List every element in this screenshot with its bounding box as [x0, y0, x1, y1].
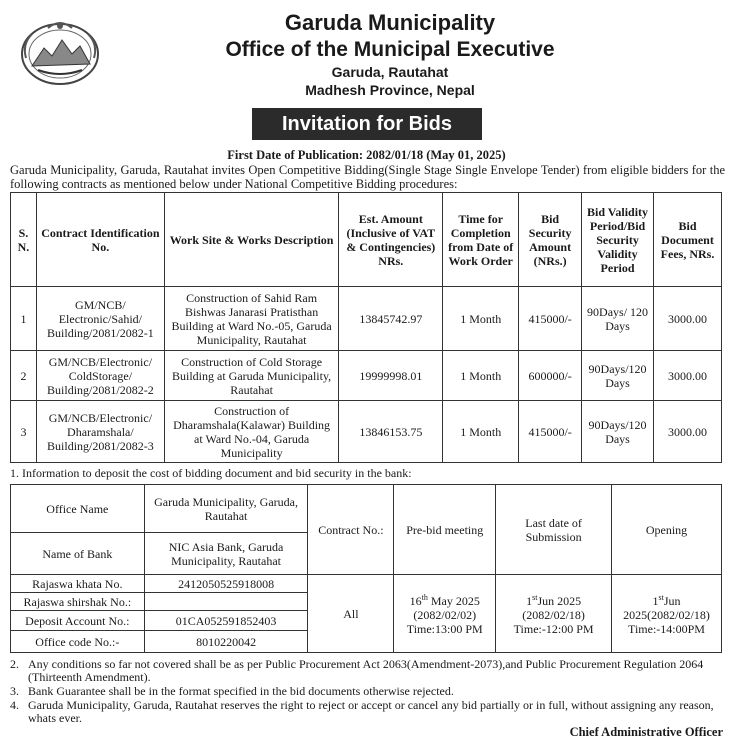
signature: Chief Administrative Officer	[569, 725, 723, 739]
table-cell: 1	[11, 287, 37, 351]
opening-day-suffix: st	[658, 593, 664, 602]
invitation-banner: Invitation for Bids	[252, 108, 482, 140]
opening-nepali-date: 2025(2082/02/18)	[623, 608, 710, 622]
note-text: Garuda Municipality, Garuda, Rautahat reserves the right to reject or accept or cancel any bid partially or in full, without assigning any reason, whats ever.	[28, 698, 714, 725]
contracts-table	[10, 192, 722, 463]
contract-no-header: Contract No.:	[308, 485, 394, 575]
municipality-title: Garuda Municipality	[284, 10, 496, 35]
table-cell: 90Days/ 120 Days	[582, 287, 654, 351]
note-number: 2.	[10, 657, 19, 671]
table-cell: 3000.00	[654, 287, 722, 351]
submission-header: Last date of Submission	[496, 485, 612, 575]
table-cell: GM/NCB/Electronic/ ColdStorage/ Building/2081/2082-2	[36, 351, 164, 401]
opening-time: Time:-14:00PM	[628, 622, 705, 636]
note-text: Any conditions so far not covered shall be as per Public Procurement Act 2063(Amendment-2073),and Public Procurement Regulation 2064 (Thirteenth Amendment).	[28, 657, 704, 684]
table-cell: 415000/-	[519, 287, 582, 351]
khata-label: Rajaswa khata No.	[11, 575, 145, 593]
table-cell: 13846153.75	[339, 401, 443, 463]
table-cell: 600000/-	[519, 351, 582, 401]
notes-list	[10, 658, 725, 726]
table-cell: 13845742.97	[339, 287, 443, 351]
table-cell: 1 Month	[443, 351, 519, 401]
opening-month: Jun	[663, 594, 681, 608]
table-cell: 90Days/120 Days	[582, 401, 654, 463]
list-item	[10, 685, 725, 698]
opening-header: Opening	[612, 485, 722, 575]
bank-name-label: Name of Bank	[11, 533, 145, 575]
province-line: Madhesh Province, Nepal	[305, 82, 475, 98]
contract-no-value: All	[308, 575, 394, 653]
header-cell: Est. Amount (Inclusive of VAT & Contingencies) NRs.	[339, 193, 443, 287]
list-item	[10, 699, 725, 725]
prebid-header: Pre-bid meeting	[394, 485, 496, 575]
note-number: 4.	[10, 698, 19, 712]
note-number: 3.	[10, 684, 19, 698]
table-cell: 90Days/120 Days	[582, 351, 654, 401]
intro-paragraph: Garuda Municipality, Garuda, Rautahat invites Open Competitive Bidding(Single Stage Single Envelope Tender) from eligible bidders for the following contracts as mentioned below under National Competitive Bidding procedures:	[10, 163, 725, 191]
prebid-value	[394, 575, 496, 653]
table-cell: 3000.00	[654, 351, 722, 401]
submission-day-suffix: st	[532, 593, 538, 602]
shirshak-label: Rajaswa shirshak No.:	[11, 593, 145, 611]
header-cell: Work Site & Works Description	[164, 193, 339, 287]
shirshak-value	[144, 593, 308, 611]
office-name-value: Garuda Municipality, Garuda, Rautahat	[144, 485, 308, 533]
submission-month: Jun 2025	[537, 594, 582, 608]
table-cell: 3	[11, 401, 37, 463]
khata-value: 2412050525918008	[144, 575, 308, 593]
opening-value	[612, 575, 722, 653]
header-cell: Bid Security Amount (NRs.)	[519, 193, 582, 287]
prebid-nepali-date: (2082/02/02)	[413, 608, 477, 622]
table-row	[11, 351, 722, 401]
submission-day: 1	[526, 594, 533, 608]
table-cell: 3000.00	[654, 401, 722, 463]
table-cell: GM/NCB/ Electronic/Sahid/ Building/2081/2082-1	[36, 287, 164, 351]
office-title: Office of the Municipal Executive	[225, 38, 555, 61]
table-cell: GM/NCB/Electronic/ Dharamshala/ Building/2081/2082-3	[36, 401, 164, 463]
office-name-label: Office Name	[11, 485, 145, 533]
bank-info-table	[10, 484, 722, 653]
office-code-value: 8010220042	[144, 631, 308, 653]
table-row	[11, 575, 722, 593]
header-cell: S. N.	[11, 193, 37, 287]
deposit-value: 01CA052591852403	[144, 611, 308, 631]
submission-value	[496, 575, 612, 653]
prebid-month: May 2025	[427, 594, 480, 608]
prebid-day: 16	[409, 594, 422, 608]
bank-name-value: NIC Asia Bank, Garuda Municipality, Rautahat	[144, 533, 308, 575]
table-cell: 415000/-	[519, 401, 582, 463]
table-row	[11, 401, 722, 463]
header-cell: Bid Validity Period/Bid Security Validity Period	[582, 193, 654, 287]
table-cell: 19999998.01	[339, 351, 443, 401]
prebid-time: Time:13:00 PM	[406, 622, 483, 636]
note-text: Bank Guarantee shall be in the format specified in the bid documents otherwise rejected.	[28, 684, 454, 698]
table-cell: Construction of Dharamshala(Kalawar) Building at Ward No.-04, Garuda Municipality	[164, 401, 339, 463]
publication-date: First Date of Publication: 2082/01/18 (May 01, 2025)	[227, 148, 506, 162]
submission-time: Time:-12:00 PM	[513, 622, 594, 636]
header-cell: Time for Completion from Date of Work Order	[443, 193, 519, 287]
table-cell: Construction of Sahid Ram Bishwas Janarasi Pratisthan Building at Ward No.-05, Garuda Municipality, Rautahat	[164, 287, 339, 351]
submission-nepali-date: (2082/02/18)	[522, 608, 585, 622]
table-row	[11, 287, 722, 351]
table-row	[11, 485, 722, 533]
nepal-government-emblem-icon	[18, 14, 102, 88]
list-item	[10, 658, 725, 684]
table-cell: Construction of Cold Storage Building at Garuda Municipality, Rautahat	[164, 351, 339, 401]
header-cell: Contract Identification No.	[36, 193, 164, 287]
prebid-day-suffix: th	[421, 593, 428, 602]
header-cell: Bid Document Fees, NRs.	[654, 193, 722, 287]
office-code-label: Office code No.:-	[11, 631, 145, 653]
bank-info-note: 1. Information to deposit the cost of bidding document and bid security in the bank:	[10, 466, 412, 480]
table-cell: 1 Month	[443, 287, 519, 351]
deposit-label: Deposit Account No.:	[11, 611, 145, 631]
table-header-row	[11, 193, 722, 287]
opening-day: 1	[652, 594, 659, 608]
table-cell: 2	[11, 351, 37, 401]
table-cell: 1 Month	[443, 401, 519, 463]
address-line: Garuda, Rautahat	[331, 64, 449, 80]
